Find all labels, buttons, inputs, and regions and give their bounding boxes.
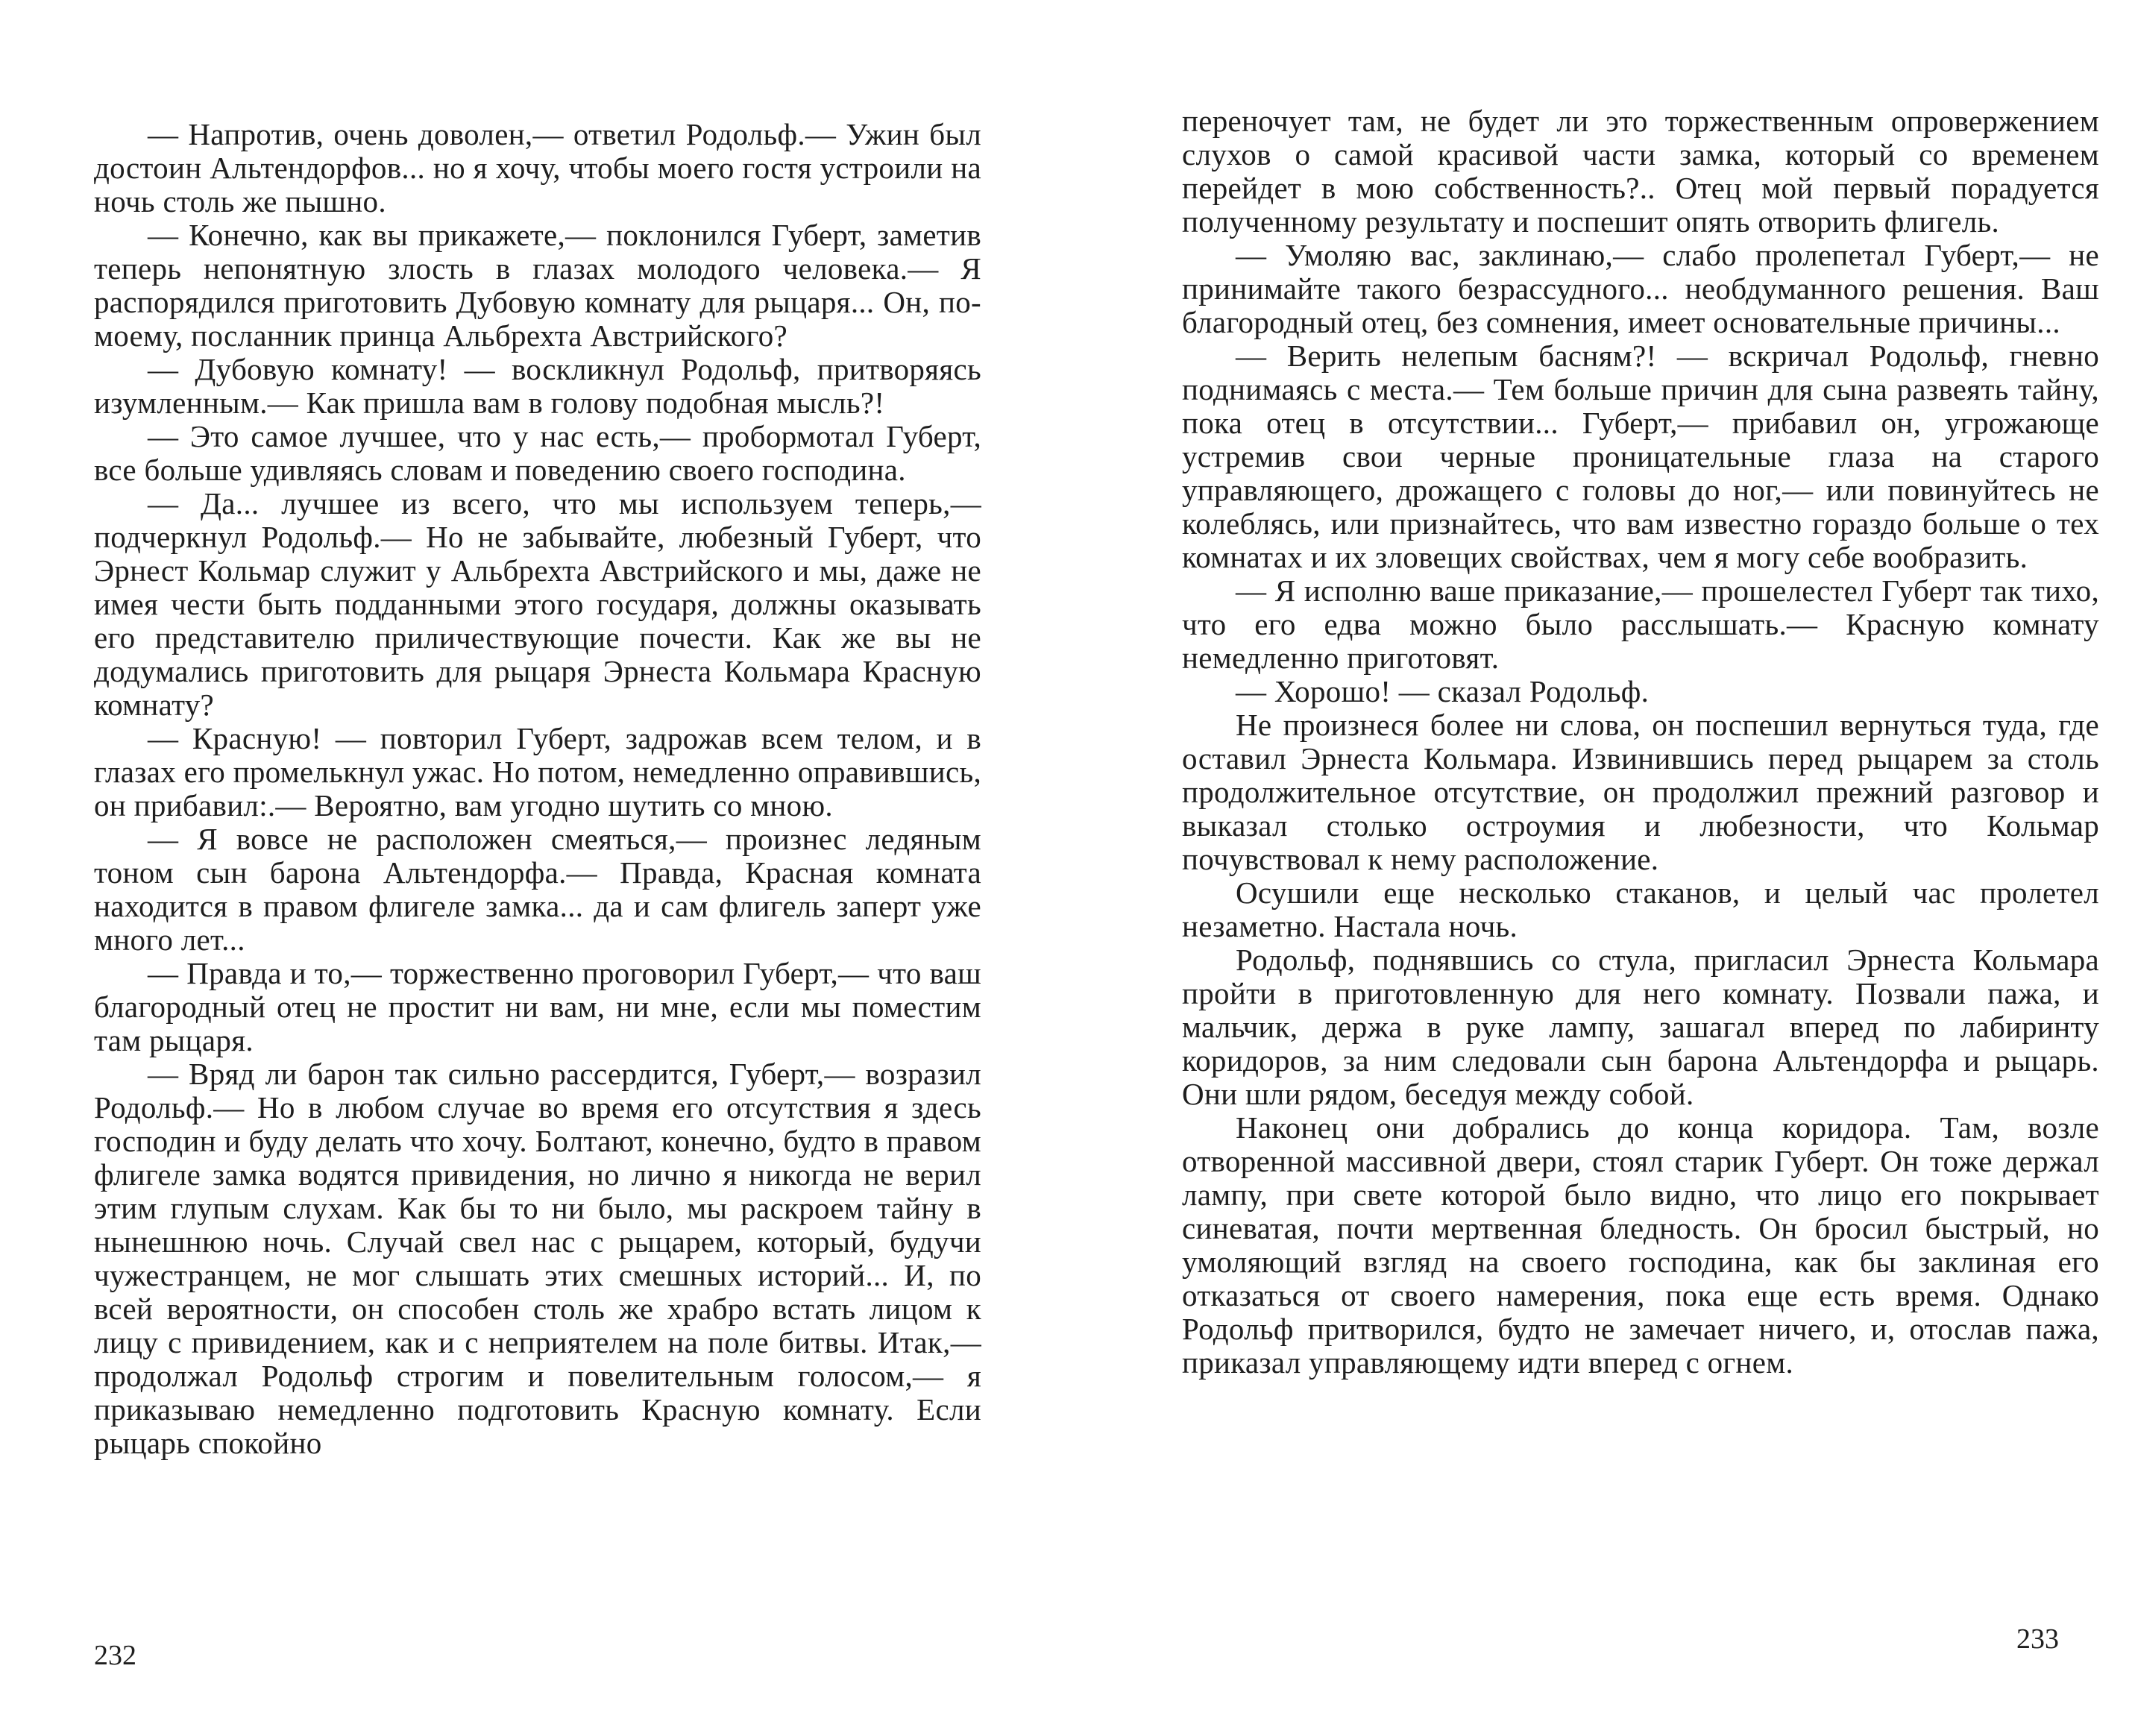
- continuation-paragraph: переночует там, не будет ли это торжественным опровержением слухов о самой красивой части замка, который со временем перейдет в мою собственность?.. Отец мой первый порадуется полученному результату и поспешит опять отворить флигель.: [1182, 104, 2099, 239]
- paragraph: — Правда и то,— торжественно проговорил Губерт,— что ваш благородный отец не простит ни вам, ни мне, если мы поместим там рыцаря.: [94, 956, 981, 1057]
- paragraph: Родольф, поднявшись со стула, пригласил Эрнеста Кольмара пройти в приготовленную для него комнату. Позвали пажа, и мальчик, держа в руке лампу, зашагал вперед по лабиринту коридоров, за ним следовали сын барона Альтендорфа и рыцарь. Они шли рядом, беседуя между собой.: [1182, 943, 2099, 1111]
- paragraph: — Верить нелепым басням?! — вскричал Родольф, гневно поднимаясь с места.— Тем больше причин для сына развеять тайну, пока отец в отсутствии... Губерт,— прибавил он, угрожающе устремив свои черные проницательные глаза на старого управляющего, дрожащего с головы до ног,— или повинуйтесь не колеблясь, или признайтесь, что вам известно гораздо больше о тех комнатах и их зловещих свойствах, чем я могу себе вообразить.: [1182, 339, 2099, 574]
- paragraph: — Я вовсе не расположен смеяться,— произнес ледяным тоном сын барона Альтендорфа.— Правда, Красная комната находится в правом флигеле замка... да и сам флигель заперт уже много лет...: [94, 822, 981, 957]
- paragraph: Не произнеся более ни слова, он поспешил вернуться туда, где оставил Эрнеста Кольмара. Извинившись перед рыцарем за столь продолжительное отсутствие, он продолжил прежний разговор и выказал столько остроумия и любезности, что Кольмар почувствовал к нему расположение.: [1182, 708, 2099, 876]
- right-page: [1066, 0, 2132, 1736]
- paragraph: — Это самое лучшее, что у нас есть,— пробормотал Губерт, все больше удивляясь словам и поведению своего господина.: [94, 419, 981, 487]
- paragraph: — Хорошо! — сказал Родольф.: [1236, 674, 1650, 708]
- paragraph: — Да... лучшее из всего, что мы используем теперь,— подчеркнул Родольф.— Но не забывайте, любезный Губерт, что Эрнест Кольмар служит у Альбрехта Австрийского и мы, даже не имея чести быть подданными этого государя, должны оказывать его представителю приличествующие почести. Как же вы не додумались приготовить для рыцаря Эрнеста Кольмара Красную комнату?: [94, 486, 981, 722]
- paragraph: — Вряд ли барон так сильно рассердится, Губерт,— возразил Родольф.— Но в любом случае во время его отсутствия я здесь господин и буду делать что хочу. Болтают, конечно, будто в правом флигеле замка водятся привидения, но лично я никогда не верил этим глупым слухам. Как бы то ни было, мы раскроем тайну в нынешнюю ночь. Случай свел нас с рыцарем, который, будучи чужестранцем, не мог слышать этих смешных историй... И, по всей вероятности, он способен столь же храбро встать лицом к лицу с привидением, как и с неприятелем на поле битвы. Итак,— продолжал Родольф строгим и повелительным голосом,— я приказываю немедленно подготовить Красную комнату. Если рыцарь спокойно: [94, 1057, 981, 1460]
- right-page-text: [1182, 104, 2099, 1380]
- paragraph: Наконец они добрались до конца коридора. Там, возле отворенной массивной двери, стоял старик Губерт. Он тоже держал лампу, при свете которой было видно, что лицо его покрывает синеватая, почти мертвенная бледность. Он бросил быстрый, но умоляющий взгляд на своего господина, как бы заклиная его отказаться от своего намерения, пока еще есть время. Однако Родольф притворился, будто не замечает ничего, и, отослав пажа, приказал управляющему идти вперед с огнем.: [1182, 1110, 2099, 1380]
- paragraph: — Умоляю вас, заклинаю,— слабо пролепетал Губерт,— не принимайте такого безрассудного... необдуманного решения. Ваш благородный отец, без сомнения, имеет основательные причины...: [1182, 238, 2099, 339]
- paragraph: — Дубовую комнату! — воскликнул Родольф, притворяясь изумленным.— Как пришла вам в голову подобная мысль?!: [94, 352, 981, 420]
- paragraph: — Конечно, как вы прикажете,— поклонился Губерт, заметив теперь непонятную злость в глазах молодого человека.— Я распорядился приготовить Дубовую комнату для рыцаря... Он, по-моему, посланник принца Альбрехта Австрийского?: [94, 218, 981, 353]
- page-number-right: 233: [2016, 1623, 2059, 1655]
- paragraph: Осушили еще несколько стаканов, и целый час пролетел незаметно. Настала ночь.: [1182, 875, 2099, 943]
- paragraph: — Я исполню ваше приказание,— прошелестел Губерт так тихо, что его едва можно было расслышать.— Красную комнату немедленно приготовят.: [1182, 573, 2099, 675]
- paragraph: — Напротив, очень доволен,— ответил Родольф.— Ужин был достоин Альтендорфов... но я хочу, чтобы моего гостя устроили на ночь столь же пышно.: [94, 117, 981, 218]
- left-page-text: [94, 118, 981, 1460]
- paragraph: — Красную! — повторил Губерт, задрожав всем телом, и в глазах его промелькнул ужас. Но потом, немедленно оправившись, он прибавил:.— Вероятно, вам угодно шутить со мною.: [94, 721, 981, 823]
- page-number-left: 232: [94, 1640, 136, 1671]
